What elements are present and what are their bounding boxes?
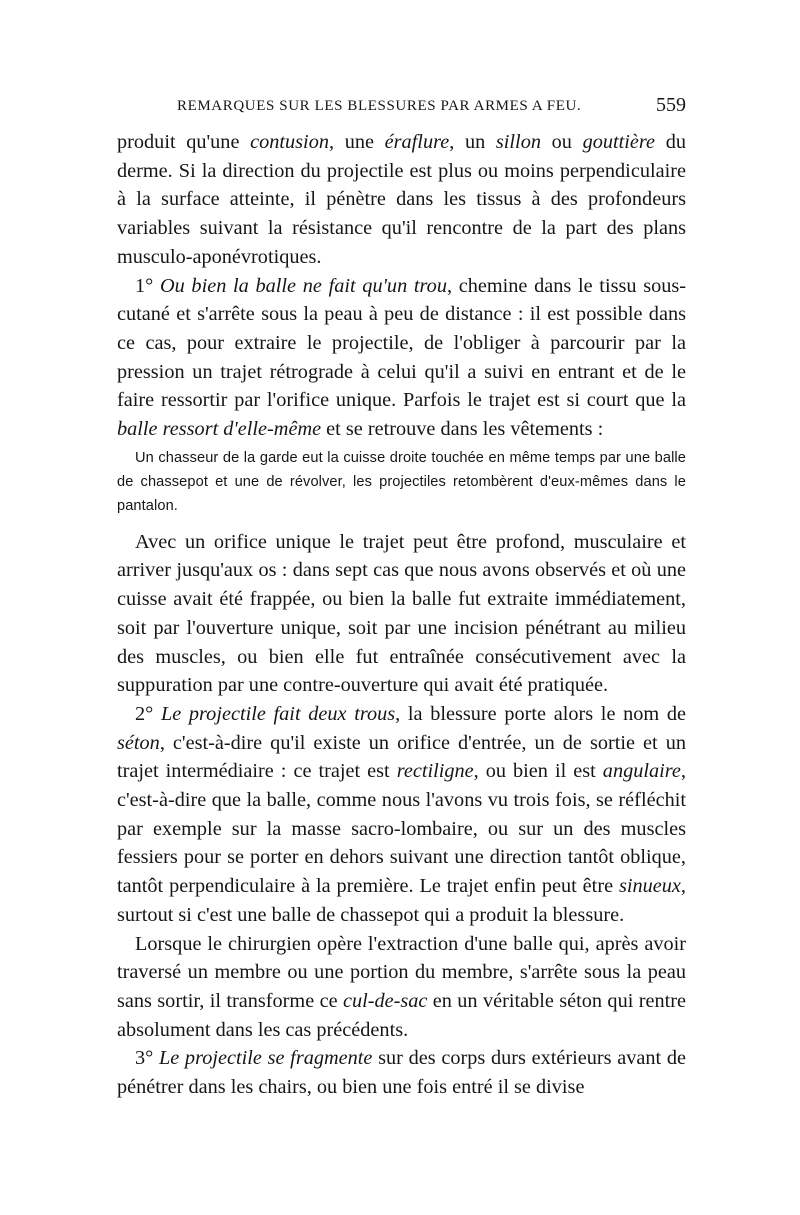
case-note: Un chasseur de la garde eut la cuisse droite touchée en même temps par une balle de chassepot et une de révolver, les projectiles retombèrent d'eux-mêmes dans le pantalon. [117, 449, 686, 514]
running-header [117, 88, 686, 128]
running-title: REMARQUES SUR LES BLESSURES PAR ARMES A FEU. [177, 98, 582, 114]
paragraph-continuation: produit qu'une contusion, une éraflure, un sillon ou gouttière du derme. Si la direction du projectile est plus ou moins perpendiculaire à la surface atteinte, il pénètre dans les tissus à des profondeurs variables suivant la résistance qu'il rencontre de la part des plans musculo-aponévrotiques. [117, 131, 686, 268]
paragraph-single-orifice: Avec un orifice unique le trajet peut être profond, musculaire et arriver jusqu'aux os : dans sept cas que nous avons observés et où une cuisse avait été frappée, ou bien la balle fut extraite immédiatement, soit par l'ouverture unique, soit par une incision pénétrant au milieu des muscles, ou bien elle fut entraînée consécutivement avec la suppuration par une contre-ouverture qui avait été pratiquée. [117, 530, 686, 697]
paragraph-single-hole: 1° Ou bien la balle ne fait qu'un trou, chemine dans le tissu sous-cutané et s'arrête sous la peau à peu de distance : il est possible dans ce cas, pour extraire le projectile, de l'obliger à parcourir par la pression un trajet rétrograde à celui qu'il a suivi en entrant et de le faire ressortir par l'orifice unique. Parfois le trajet est si court que la balle ressort d'elle-même et se retrouve dans les vêtements : [117, 274, 687, 441]
paragraph-two-holes: 2° Le projectile fait deux trous, la blessure porte alors le nom de séton, c'est-à-dire qu'il existe un orifice d'entrée, un de sortie et un trajet intermédiaire : ce trajet est rectiligne, ou bien il est angulaire, c'est-à-dire que la balle, comme nous l'avons vu trois fois, se réfléchit par exemple sur la masse sacro-lombaire, ou sur un des muscles fessiers pour se porter en dehors suivant une direction tantôt oblique, tantôt perpendiculaire à la première. Le trajet enfin peut être sinueux, surtout si c'est une balle de chassepot qui a produit la blessure. [117, 702, 686, 926]
paragraph-fragmentation: 3° Le projectile se fragmente sur des corps durs extérieurs avant de pénétrer dans les chairs, ou bien une fois entré il se divise [117, 1047, 686, 1099]
paragraph-extraction: Lorsque le chirurgien opère l'extraction d'une balle qui, après avoir traversé un membre ou une portion du membre, s'arrête sous la peau sans sortir, il transforme ce cul-de-sac en un véritable séton qui rentre absolument dans les cas précédents. [117, 932, 686, 1041]
page-number: 559 [656, 94, 686, 116]
book-page [117, 88, 686, 1102]
